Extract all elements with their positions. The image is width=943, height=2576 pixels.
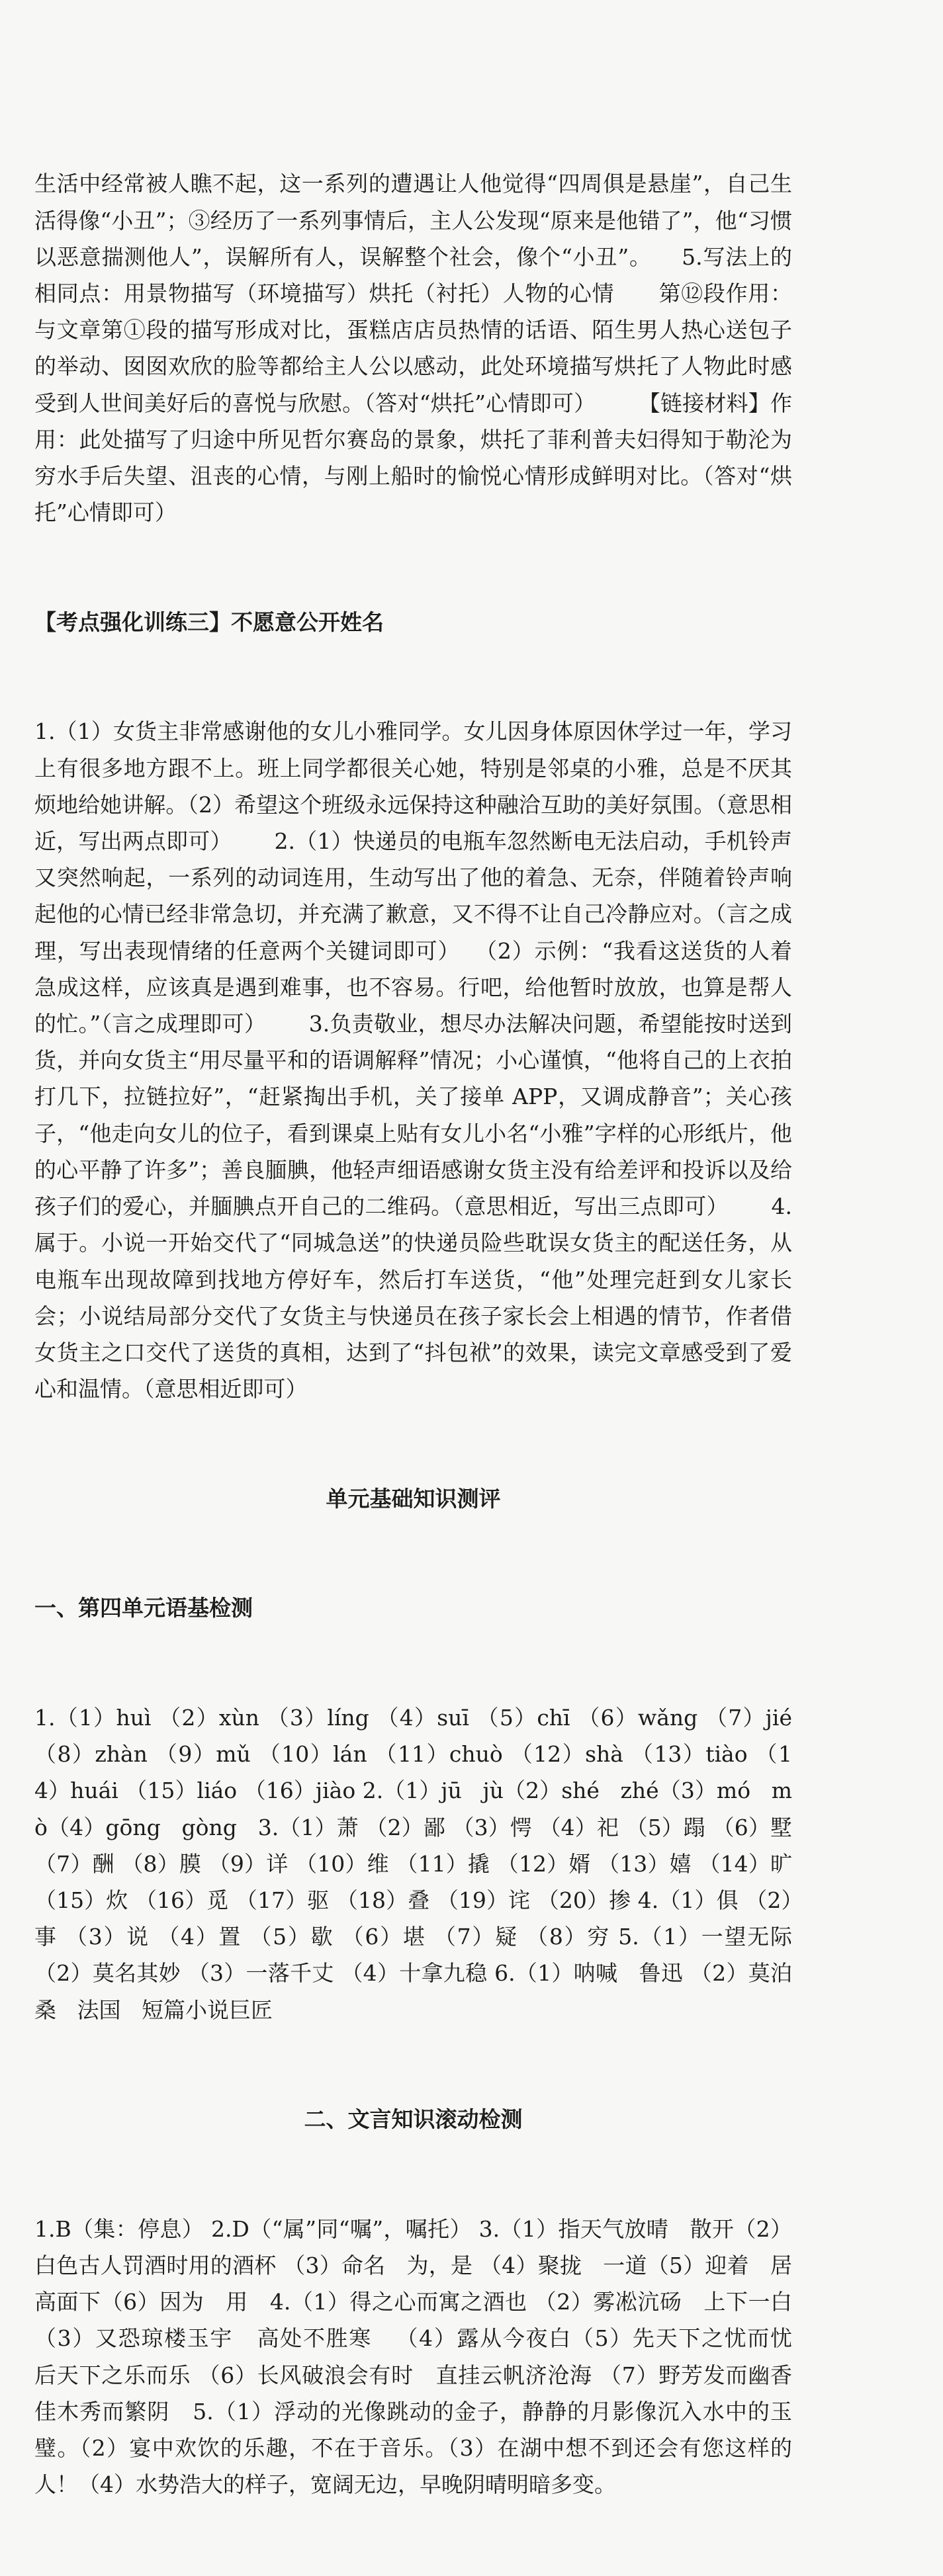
heading-classical-review: 二、文言知识滚动检测	[304, 2106, 523, 2133]
section-title-training-three: 【考点强化训练三】不愿意公开姓名	[34, 609, 384, 635]
answer-paragraph-unit-four-basics: 1.（1）huì （2）xùn （3）líng （4）suī （5）chī （6）wǎng （7）jié （8）zhàn （9）mǔ （10）lán （11）chuò （12）shà （13）tiào （14）huái （15）liáo （16）jiào 2.（1）jū jù（2）shé zhé（3）mó mò（4）gōng gòng 3.（1）萧 （2）鄙 （3）愕 （4）祀 （5）蹋 （6）墅 （7）酬 （8）膜 （9）详 （10）维 （11）撬 （12）婿 （13）嬉 （14）旷 （15）炊 （16）觅 （17）驱 （18）叠 （19）诧 （20）掺 4.（1）俱 （2）事 （3）说 （4）置 （5）歇 （6）堪 （7）疑 （8）穷 5.（1）一望无际 （2）莫名其妙 （3）一落千丈 （4）十拿九稳 6.（1）呐喊 鲁迅 （2）莫泊桑 法国 短篇小说巨匠	[34, 1704, 799, 2023]
answer-paragraph-classical-review: 1.B（集：停息） 2.D（“属”同“嘱”，嘱托） 3.（1）指天气放晴 散开（2）白色古人罚酒时用的酒杯 （3）命名 为，是 （4）聚拢 一道（5）迎着 居高面下（6）因为 用 4.（1）得之心而寓之酒也 （2）雾凇沆砀 上下一白 （3）又恐琼楼玉宇 高处不胜寒 （4）露从今夜白（5）先天下之忧而忧 后天下之乐而乐 （6）长风破浪会有时 直挂云帆济沧海 （7）野芳发而幽香佳木秀而繁阴 5.（1）浮动的光像跳动的金子，静静的月影像沉入水中的玉璧。（2）宴中欢饮的乐趣，不在于音乐。（3）在湖中想不到还会有您这样的人！（4）水势浩大的样子，宽阔无边，早晚阴晴明暗多变。	[34, 2215, 813, 2498]
answer-text-block	[34, 93, 813, 2576]
answer-paragraph-training-three: 1.（1）女货主非常感谢他的女儿小雅同学。女儿因身体原因休学过一年，学习上有很多地方跟不上。班上同学都很关心她，特别是邻桌的小雅，总是不厌其烦地给她讲解。（2）希望这个班级永远保持这种融洽互助的美好氛围。（意思相近，写出两点即可） 2.（1）快递员的电瓶车忽然断电无法启动，手机铃声又突然响起，一系列的动词连用，生动写出了他的着急、无奈，伴随着铃声响起他的心情已经非常急切，并充满了歉意，又不得不让自己冷静应对。（言之成理，写出表现情绪的任意两个关键词即可） （2）示例：“我看这送货的人着急成这样，应该真是遇到难事，也不容易。行吧，给他暂时放放，也算是帮人的忙。”（言之成理即可） 3.负责敬业，想尽办法解决问题，希望能按时送到货，并向女货主“用尽量平和的语调解释”情况；小心谨慎，“他将自己的上衣拍打几下，拉链拉好”，“赶紧掏出手机，关了接单 APP，又调成静音”；关心孩子，“他走向女儿的位子，看到课桌上贴有女儿小名“小雅”字样的心形纸片，他的心平静了许多”；善良腼腆，他轻声细语感谢女货主没有给差评和投诉以及给孩子们的爱心，并腼腆点开自己的二维码。（意思相近，写出三点即可） 4.属于。小说一开始交代了“同城急送”的快递员险些耽误女货主的配送任务，从电瓶车出现故障到找地方停好车，然后打车送货，“他”处理完赶到女儿家长会；小说结局部分交代了女货主与快递员在孩子家长会上相遇的情节，作者借女货主之口交代了送货的真相，达到了“抖包袱”的效果，读完文章感受到了爱心和温情。（意思相近即可）	[34, 718, 792, 1402]
section-title-unit-four-basics: 一、第四单元语基检测	[34, 1595, 253, 1621]
answer-paragraph-reading: 生活中经常被人瞧不起，这一系列的遭遇让人他觉得“四周俱是悬崖”，自己生活得像“小丑”；③经历了一系列事情后，主人公发现“原来是他错了”，他“习惯以恶意揣测他人”，误解所有人，误解整个社会，像个“小丑”。 5.写法上的相同点：用景物描写（环境描写）烘托（衬托）人物的心情 第⑫段作用：与文章第①段的描写形成对比，蛋糕店店员热情的话语、陌生男人热心送包子的举动、囡囡欢欣的脸等都给主人公以感动，此处环境描写烘托了人物此时感受到人世间美好后的喜悦与欣慰。（答对“烘托”心情即可） 【链接材料】作用：此处描写了归途中所见哲尔赛岛的景象，烘托了菲利普夫妇得知于勒沦为穷水手后失望、沮丧的心情，与刚上船时的愉悦心情形成鲜明对比。（答对“烘托”心情即可）	[34, 171, 792, 526]
heading-unit-test: 单元基础知识测评	[326, 1485, 501, 1512]
